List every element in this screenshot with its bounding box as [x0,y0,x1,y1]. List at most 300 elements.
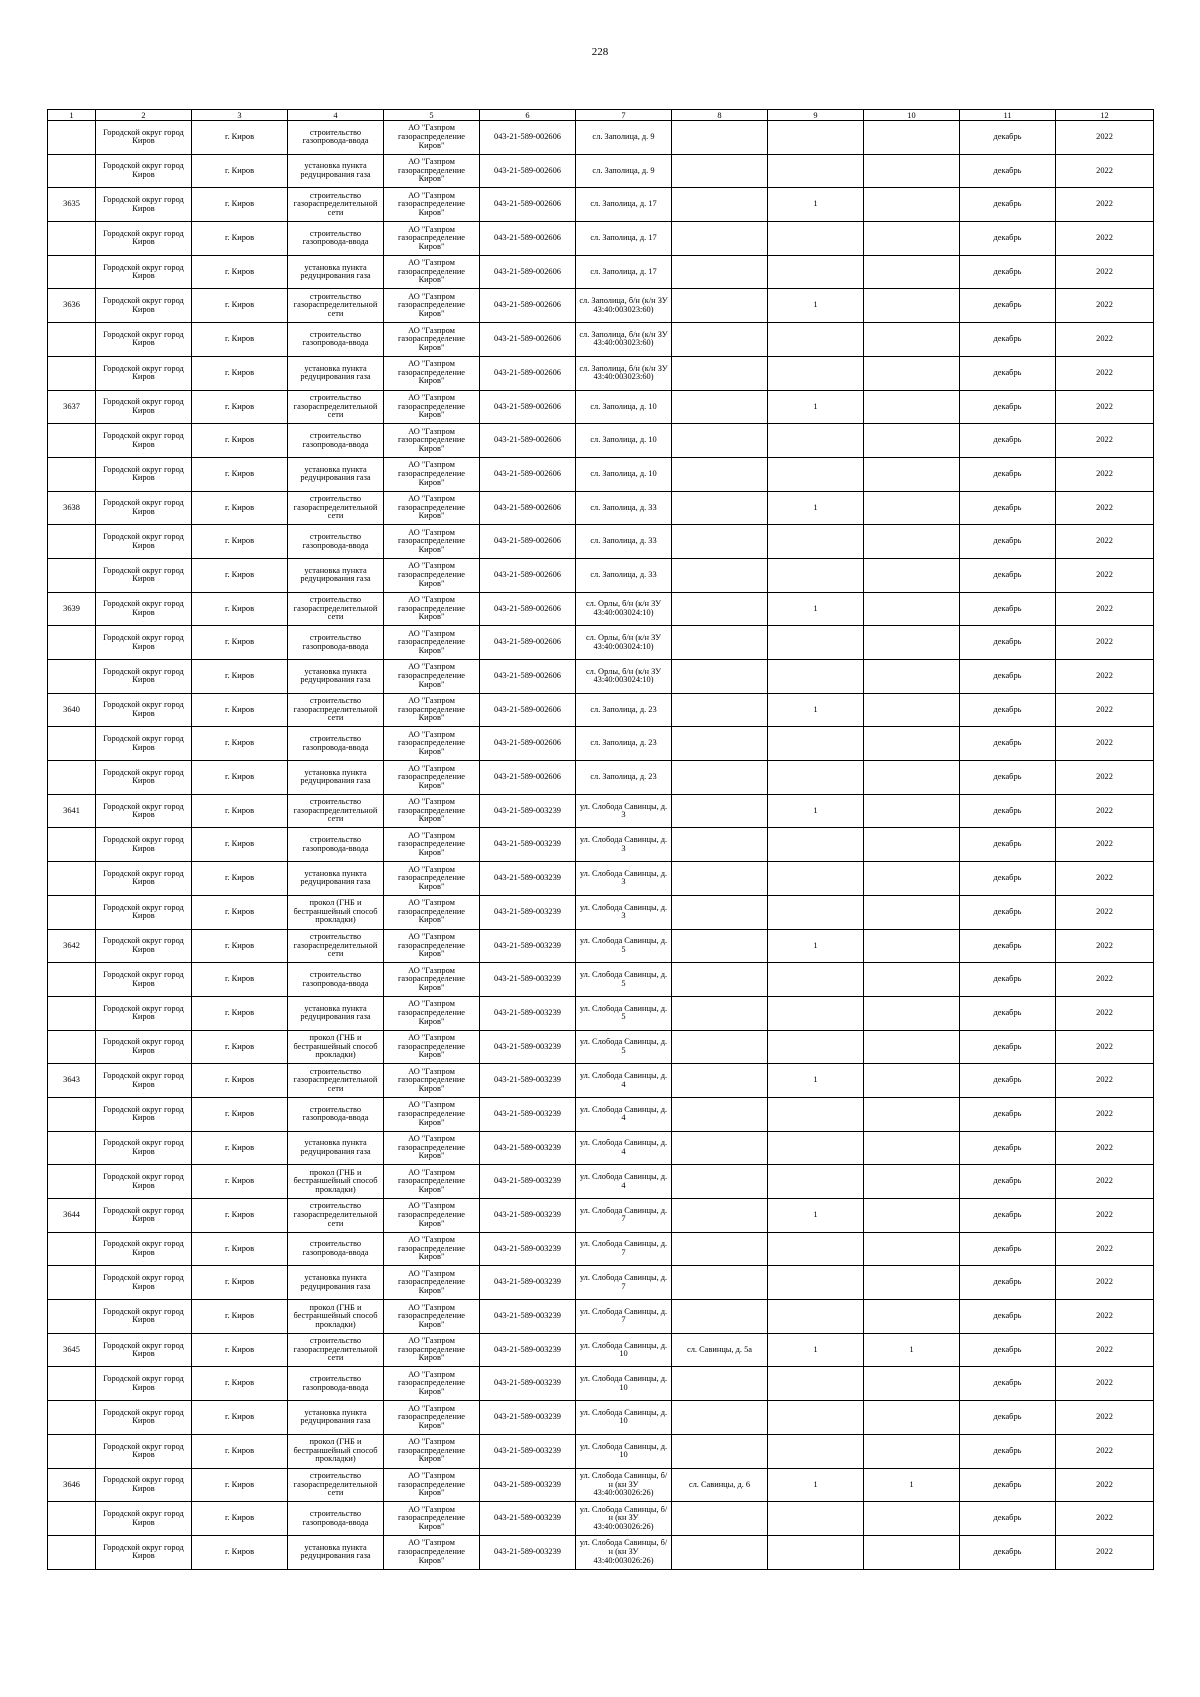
cell-col-5 [384,1165,480,1199]
cell-text: строительство газопровода-ввода [302,1105,369,1123]
cell-col-1 [48,558,96,592]
cell-col-12 [1056,996,1154,1030]
cell-col-9 [768,1266,864,1300]
cell-text: г. Киров [224,1143,255,1152]
cell-text: декабрь [993,537,1022,546]
cell-col-11 [960,255,1056,289]
cell-text: 043-21-589-002606 [494,368,561,377]
cell-col-10 [864,222,960,256]
cell-col-8 [672,1333,768,1367]
cell-col-1 [48,828,96,862]
cell-col-12 [1056,1097,1154,1131]
cell-col-11 [960,626,1056,660]
cell-col-7 [576,895,672,929]
cell-text: ул. Слобода Савинцы, д. 5 [579,937,668,954]
cell-text: ул. Слобода Савинцы, д. 3 [579,802,668,820]
cell-col-7 [576,592,672,626]
cell-col-6 [480,188,576,222]
cell-col-7 [576,222,672,256]
table-row [48,1434,1154,1468]
cell-text: 3637 [63,402,80,411]
cell-col-1 [48,457,96,491]
cell-col-7 [576,289,672,323]
cell-text: АО "Газпром газораспределение Киров" [397,1101,466,1127]
cell-col-12 [1056,356,1154,390]
cell-col-4 [288,727,384,761]
cell-col-6 [480,862,576,896]
cell-text: Городской округ город Киров [103,1375,184,1392]
cell-col-4 [288,491,384,525]
cell-col-8 [672,424,768,458]
cell-col-8 [672,1199,768,1233]
cell-col-7 [576,1199,672,1233]
cell-col-9 [768,963,864,997]
cell-text: 2022 [1096,436,1113,445]
cell-text: Городской округ город Киров [103,768,184,786]
cell-text: ул. Слобода Савинцы, д. 10 [579,1408,668,1426]
cell-text: декабрь [993,907,1022,916]
cell-col-10 [864,660,960,694]
cell-col-4 [288,255,384,289]
cell-col-11 [960,996,1056,1030]
cell-col-8 [672,356,768,390]
column-header-3: 3 [192,110,288,121]
cell-text: г. Киров [224,537,255,546]
cell-text: декабрь [993,335,1022,344]
cell-text: 043-21-589-003239 [494,1109,561,1118]
cell-text: г. Киров [224,1244,255,1253]
cell-text: ул. Слобода Савинцы, д. 7 [579,1206,668,1224]
cell-col-8 [672,1097,768,1131]
cell-col-7 [576,794,672,828]
cell-text: 1 [813,806,818,815]
cell-col-6 [480,1535,576,1569]
cell-text: 043-21-589-003239 [494,941,561,950]
cell-col-8 [672,1367,768,1401]
cell-col-7 [576,1401,672,1435]
cell-text: установка пункта редуцирования газа [300,162,371,180]
cell-text: Городской округ город Киров [103,263,184,281]
cell-text: установка пункта редуцирования газа [300,1139,371,1156]
cell-col-12 [1056,255,1154,289]
cell-col-7 [576,996,672,1030]
cell-text: 2022 [1096,1076,1113,1085]
cell-col-2 [96,1468,192,1502]
cell-col-5 [384,323,480,357]
cell-col-7 [576,1131,672,1165]
cell-col-4 [288,1165,384,1199]
cell-text: 043-21-589-003239 [494,1345,561,1354]
cell-text: ул. Слобода Савинцы, д. 10 [579,1375,668,1392]
cell-col-9 [768,895,864,929]
cell-col-3 [192,457,288,491]
cell-text: Городской округ город Киров [103,869,184,887]
cell-col-3 [192,727,288,761]
cell-text: 1 [813,503,818,512]
cell-text: строительство газораспределительной сети [293,191,378,218]
cell-col-5 [384,1266,480,1300]
cell-col-2 [96,1097,192,1131]
cell-col-3 [192,996,288,1030]
cell-text: 2022 [1096,1109,1113,1118]
cell-text: ул. Слобода Савинцы, д. 7 [579,1240,668,1258]
cell-col-1 [48,1232,96,1266]
cell-col-2 [96,660,192,694]
cell-text: установка пункта редуцирования газа [300,1274,371,1291]
cell-text: ул. Слобода Савинцы, д. 3 [579,836,668,853]
cell-text: декабрь [993,975,1022,984]
cell-col-7 [576,390,672,424]
cell-col-10 [864,390,960,424]
cell-col-6 [480,895,576,929]
cell-col-7 [576,1300,672,1334]
cell-col-12 [1056,1434,1154,1468]
cell-col-4 [288,963,384,997]
cell-text: АО "Газпром газораспределение Киров" [397,528,466,554]
cell-text: 043-21-589-002606 [494,604,561,613]
cell-col-3 [192,1064,288,1098]
cell-col-6 [480,660,576,694]
cell-col-8 [672,1434,768,1468]
cell-col-7 [576,1502,672,1536]
cell-text: строительство газопровода-ввода [302,1375,369,1392]
cell-col-8 [672,1064,768,1098]
cell-text: декабрь [993,1109,1022,1118]
cell-col-5 [384,1502,480,1536]
cell-col-10 [864,626,960,660]
cell-col-10 [864,1300,960,1334]
cell-col-1 [48,1502,96,1536]
cell-text: АО "Газпром газораспределение Киров" [397,1337,466,1363]
cell-col-11 [960,1434,1056,1468]
cell-col-12 [1056,1030,1154,1064]
cell-text: г. Киров [224,638,255,647]
cell-text: прокол (ГНБ и бестраншейный способ прокладки) [293,899,378,925]
cell-text: декабрь [993,503,1022,512]
cell-col-5 [384,491,480,525]
cell-col-9 [768,1097,864,1131]
cell-col-12 [1056,693,1154,727]
cell-text: г. Киров [224,503,255,512]
cell-col-1 [48,794,96,828]
cell-text: 2022 [1096,705,1113,714]
cell-col-11 [960,1131,1056,1165]
cell-col-11 [960,1401,1056,1435]
cell-text: строительство газораспределительной сети [293,798,378,824]
cell-text: г. Киров [224,907,255,916]
cell-col-4 [288,222,384,256]
cell-text: АО "Газпром газораспределение Киров" [397,1370,466,1397]
cell-col-4 [288,1097,384,1131]
cell-col-12 [1056,1165,1154,1199]
cell-col-8 [672,963,768,997]
cell-text: Городской округ город Киров [103,1240,184,1258]
cell-col-5 [384,1097,480,1131]
cell-text: установка пункта редуцирования газа [300,364,371,382]
cell-text: декабрь [993,705,1022,714]
cell-col-1 [48,727,96,761]
cell-text: 2022 [1096,301,1113,310]
cell-col-2 [96,862,192,896]
cell-col-2 [96,457,192,491]
cell-text: 043-21-589-003239 [494,1547,561,1556]
cell-col-5 [384,390,480,424]
cell-text: 043-21-589-003239 [494,1143,561,1152]
cell-text: Городской округ город Киров [103,1274,184,1291]
cell-col-6 [480,457,576,491]
cell-col-6 [480,1165,576,1199]
cell-col-9 [768,1030,864,1064]
cell-text: Городской округ город Киров [103,600,184,617]
cell-col-9 [768,1468,864,1502]
table-row [48,727,1154,761]
cell-text: 3640 [63,705,80,714]
cell-col-9 [768,1367,864,1401]
cell-text: Городской округ город Киров [103,229,184,247]
cell-col-1 [48,188,96,222]
cell-col-8 [672,794,768,828]
cell-text: Городской округ город Киров [103,465,184,483]
cell-col-7 [576,626,672,660]
table-header [48,110,1154,121]
cell-text: 3645 [63,1345,80,1354]
cell-col-10 [864,727,960,761]
cell-col-1 [48,761,96,795]
table-row [48,1064,1154,1098]
cell-col-6 [480,761,576,795]
cell-col-1 [48,289,96,323]
cell-text: строительство газопровода-ввода [302,128,369,146]
cell-col-11 [960,1468,1056,1502]
cell-col-6 [480,1333,576,1367]
cell-col-1 [48,1401,96,1435]
cell-col-7 [576,1232,672,1266]
cell-col-6 [480,1030,576,1064]
cell-text: Городской округ город Киров [103,1072,184,1089]
cell-text: АО "Газпром газораспределение Киров" [397,1539,466,1565]
cell-col-10 [864,1266,960,1300]
cell-text: декабрь [993,638,1022,647]
cell-col-7 [576,558,672,592]
cell-text: Городской округ город Киров [103,1408,184,1426]
cell-text: г. Киров [224,368,255,377]
cell-col-12 [1056,1300,1154,1334]
cell-text: 2022 [1096,638,1113,647]
cell-col-4 [288,323,384,357]
cell-col-8 [672,188,768,222]
cell-text: 2022 [1096,840,1113,849]
cell-text: декабрь [993,267,1022,276]
cell-text: сл. Заполица, д. 17 [590,267,657,276]
cell-col-4 [288,525,384,559]
cell-text: Городской округ город Киров [103,398,184,415]
cell-text: 043-21-589-003239 [494,1244,561,1253]
cell-col-3 [192,761,288,795]
cell-col-5 [384,222,480,256]
cell-col-4 [288,996,384,1030]
cell-text: 043-21-589-003239 [494,1446,561,1455]
cell-text: г. Киров [224,335,255,344]
cell-col-1 [48,1064,96,1098]
cell-text: 043-21-589-003239 [494,975,561,984]
cell-text: г. Киров [224,200,255,209]
cell-text: декабрь [993,200,1022,209]
cell-col-4 [288,424,384,458]
cell-col-3 [192,323,288,357]
cell-col-6 [480,929,576,963]
cell-col-1 [48,1367,96,1401]
cell-text: 043-21-589-002606 [494,638,561,647]
cell-text: АО "Газпром газораспределение Киров" [397,1471,466,1498]
cell-col-1 [48,1535,96,1569]
cell-col-11 [960,323,1056,357]
cell-text: декабрь [993,1547,1022,1556]
cell-text: декабрь [993,166,1022,175]
cell-text: декабрь [993,1008,1022,1017]
cell-col-11 [960,1232,1056,1266]
cell-col-10 [864,1097,960,1131]
cell-col-1 [48,895,96,929]
table-row [48,1535,1154,1569]
cell-text: Городской округ город Киров [103,937,184,954]
cell-col-10 [864,289,960,323]
cell-text: 043-21-589-002606 [494,705,561,714]
cell-col-1 [48,1266,96,1300]
cell-col-4 [288,626,384,660]
cell-text: ул. Слобода Савинцы, д. 4 [579,1072,668,1089]
cell-col-1 [48,862,96,896]
cell-text: Городской округ город Киров [103,1476,184,1493]
cell-text: установка пункта редуцирования газа [300,566,371,584]
cell-col-6 [480,323,576,357]
cell-col-4 [288,660,384,694]
cell-col-3 [192,794,288,828]
cell-col-3 [192,660,288,694]
cell-col-12 [1056,1266,1154,1300]
cell-col-7 [576,1097,672,1131]
cell-col-2 [96,996,192,1030]
cell-text: 043-21-589-003239 [494,1480,561,1489]
cell-col-11 [960,525,1056,559]
cell-col-4 [288,1064,384,1098]
cell-col-4 [288,828,384,862]
cell-text: г. Киров [224,773,255,782]
cell-col-12 [1056,390,1154,424]
cell-col-1 [48,996,96,1030]
cell-text: АО "Газпром газораспределение Киров" [397,697,466,723]
table-row [48,356,1154,390]
cell-col-8 [672,154,768,188]
cell-col-9 [768,558,864,592]
cell-col-7 [576,828,672,862]
cell-col-8 [672,1502,768,1536]
cell-col-11 [960,424,1056,458]
cell-text: сл. Савинцы, д. 5а [687,1345,752,1354]
cell-text: АО "Газпром газораспределение Киров" [397,495,466,521]
cell-col-12 [1056,592,1154,626]
cell-text: 043-21-589-003239 [494,1379,561,1388]
cell-text: Городской округ город Киров [103,431,184,449]
cell-col-8 [672,525,768,559]
cell-text: декабрь [993,1379,1022,1388]
cell-col-12 [1056,457,1154,491]
cell-col-6 [480,1401,576,1435]
cell-col-10 [864,1502,960,1536]
cell-text: АО "Газпром газораспределение Киров" [397,1303,466,1329]
cell-text: ул. Слобода Савинцы, д. 4 [579,1105,668,1123]
table-row [48,794,1154,828]
cell-col-2 [96,929,192,963]
cell-text: ул. Слобода Савинцы, б/н (кн ЗУ 43:40:003026:26) [579,1471,668,1498]
cell-col-5 [384,727,480,761]
cell-text: декабрь [993,1177,1022,1186]
cell-col-7 [576,1434,672,1468]
cell-col-11 [960,1165,1056,1199]
cell-text: 3641 [63,806,80,815]
cell-text: 043-21-589-003239 [494,806,561,815]
cell-text: 043-21-589-003239 [494,1278,561,1287]
cell-col-10 [864,592,960,626]
cell-col-1 [48,222,96,256]
cell-col-12 [1056,1199,1154,1233]
cell-text: 1 [813,200,818,209]
cell-col-8 [672,1535,768,1569]
cell-text: Городской округ город Киров [103,802,184,820]
cell-text: строительство газопровода-ввода [302,229,369,247]
cell-col-2 [96,828,192,862]
cell-col-6 [480,693,576,727]
cell-text: г. Киров [224,705,255,714]
cell-col-10 [864,255,960,289]
table-row [48,289,1154,323]
cell-col-7 [576,1266,672,1300]
cell-text: 043-21-589-003239 [494,1413,561,1422]
cell-col-10 [864,929,960,963]
cell-col-6 [480,1097,576,1131]
cell-col-10 [864,1468,960,1502]
cell-text: 3642 [63,941,80,950]
cell-col-11 [960,154,1056,188]
cell-text: Городской округ город Киров [103,701,184,719]
cell-text: 043-21-589-002606 [494,166,561,175]
cell-text: строительство газораспределительной сети [293,932,378,959]
cell-col-5 [384,1232,480,1266]
cell-text: Городской округ город Киров [103,533,184,550]
cell-col-3 [192,255,288,289]
table-row [48,1232,1154,1266]
cell-col-2 [96,424,192,458]
cell-text: Городской округ город Киров [103,1139,184,1156]
table-row [48,1468,1154,1502]
cell-col-6 [480,1502,576,1536]
cell-col-2 [96,761,192,795]
cell-col-10 [864,1064,960,1098]
cell-col-6 [480,1468,576,1502]
cell-text: 2022 [1096,1312,1113,1321]
cell-text: Городской округ город Киров [103,364,184,382]
cell-col-9 [768,929,864,963]
cell-text: ул. Слобода Савинцы, д. 4 [579,1173,668,1190]
cell-col-12 [1056,828,1154,862]
cell-col-8 [672,1300,768,1334]
cell-col-9 [768,154,864,188]
cell-col-10 [864,1535,960,1569]
cell-text: АО "Газпром газораспределение Киров" [397,865,466,891]
cell-col-10 [864,1367,960,1401]
cell-text: Городской округ город Киров [103,1105,184,1123]
cell-text: 2022 [1096,1379,1113,1388]
cell-text: АО "Газпром газораспределение Киров" [397,360,466,386]
